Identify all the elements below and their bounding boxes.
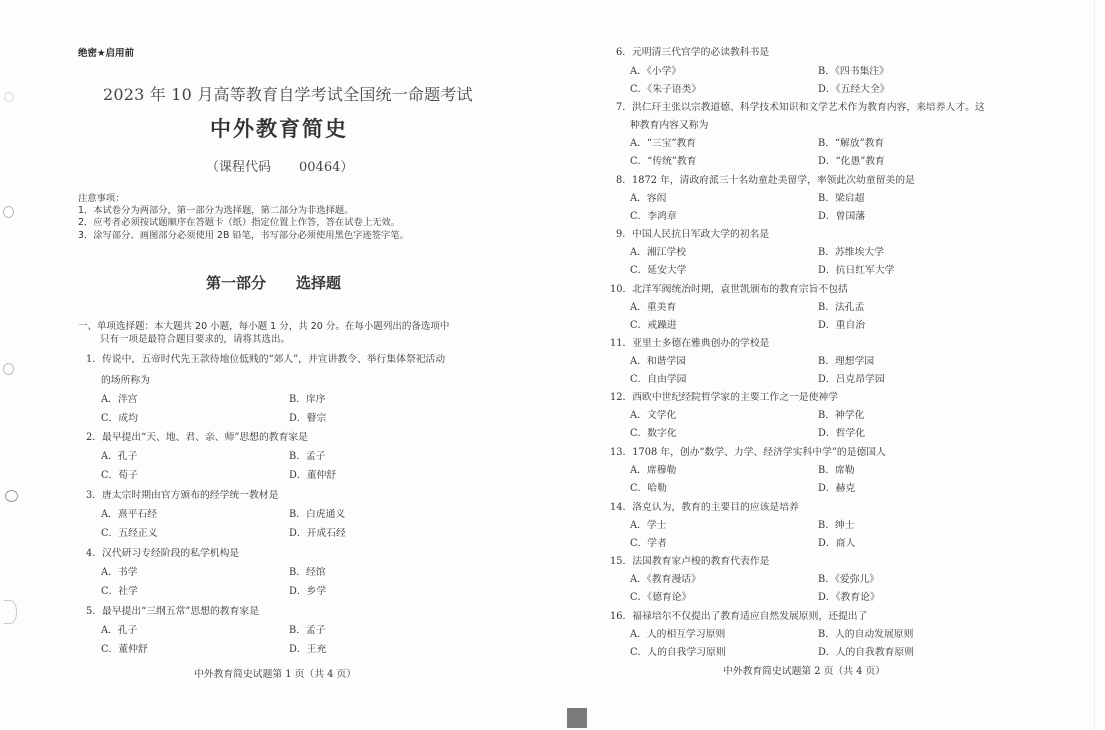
option-d: D．瞽宗 <box>289 413 327 424</box>
question-stem: 15．法国教育家卢梭的教育代表作是 <box>610 556 770 567</box>
question-stem: 12．西欧中世纪经院哲学家的主要工作之一是使神学 <box>610 392 838 403</box>
option-d: D．商人 <box>818 538 856 549</box>
option-a: A．席穆勒 <box>630 465 677 476</box>
question-stem: 10．北洋军阀统治时期，袁世凯颁布的教育宗旨不包括 <box>610 284 848 295</box>
section-heading <box>78 320 449 346</box>
option-c: C．哈勒 <box>630 483 667 494</box>
option-a: A．学士 <box>630 520 667 531</box>
course-code-label: （课程代码 <box>206 160 272 175</box>
question-stem: 7．洪仁玕主张以宗教道德、科学技术知识和文学艺术作为教育内容，来培养人才。这 <box>616 102 985 113</box>
option-a: A．容闳 <box>630 193 667 204</box>
option-d: D．《教育论》 <box>818 592 880 603</box>
option-c: C．人的自我学习原则 <box>630 647 726 658</box>
part-title <box>206 272 341 293</box>
option-d: D．开成石经 <box>289 528 346 539</box>
question-stem: 6．元明清三代官学的必读教科书是 <box>616 47 770 58</box>
page-footer: 中外教育简史试题第 1 页（共 4 页） <box>194 669 357 680</box>
binding-hole <box>3 363 14 375</box>
option-b: B．白虎通义 <box>289 509 346 520</box>
option-b: B．苏维埃大学 <box>818 247 884 258</box>
option-a: A．书学 <box>101 567 138 578</box>
option-d: D．抗日红军大学 <box>818 265 895 276</box>
question-stem: 5．最早提出“三纲五常”思想的教育家是 <box>86 606 259 617</box>
option-a: A．湘江学校 <box>630 247 687 258</box>
question-stem: 8．1872 年，清政府派三十名幼童赴美留学，率领此次幼童留美的是 <box>616 175 915 186</box>
option-d: D．人的自我教育原则 <box>818 647 915 658</box>
option-c: C．数字化 <box>630 428 677 439</box>
option-b: B．理想学园 <box>818 356 875 367</box>
option-c: C．戒躁进 <box>630 320 677 331</box>
page-footer: 中外教育简史试题第 2 页（共 4 页） <box>723 666 886 677</box>
binding-hole <box>3 206 14 218</box>
question-stem: 2．最早提出“天、地、君、亲、师”思想的教育家是 <box>86 432 308 443</box>
option-c: C．学者 <box>630 538 667 549</box>
option-d: D．王充 <box>289 644 327 655</box>
question-stem: 1．传说中，五帝时代先王款待地位低贱的“郊人”，并宣讲教令、举行集体祭祀活动 <box>86 354 446 365</box>
option-a: A．和谐学园 <box>630 356 687 367</box>
course-code <box>206 156 353 175</box>
question-stem: 11．亚里士多德在雅典创办的学校是 <box>610 338 770 349</box>
option-c: C．成均 <box>101 413 138 424</box>
option-c: C．五经正义 <box>101 528 158 539</box>
section-heading-line2: 只有一项是最符合题目要求的，请将其选出。 <box>100 334 291 345</box>
option-b: B．经馆 <box>289 567 326 578</box>
option-a: A．泮宫 <box>101 394 138 405</box>
notice-item: 2．应考者必须按试题顺序在答题卡（纸）指定位置上作答，答在试卷上无效。 <box>78 217 401 229</box>
question-stem-cont: 的场所称为 <box>101 375 150 386</box>
option-a: A．“三宝”教育 <box>630 138 697 149</box>
option-d: D．《五经大全》 <box>818 84 890 95</box>
option-b: B．人的自动发展原则 <box>818 629 914 640</box>
option-b: B．“解放”教育 <box>818 138 885 149</box>
option-b: B．孟子 <box>289 451 326 462</box>
exam-title: 2023 年 10 月高等教育自学考试全国统一命题考试 <box>103 85 473 104</box>
option-b: B．孟子 <box>289 625 326 636</box>
option-b: B．《爱弥儿》 <box>818 574 880 585</box>
option-c: C．李鸿章 <box>630 211 677 222</box>
option-c: C．“传统”教育 <box>630 156 697 167</box>
notice-item: 3．涂写部分、画图部分必须使用 2B 铅笔，书写部分必须使用黑色字迹签字笔。 <box>78 229 409 241</box>
section-heading-line1: 一、单项选择题：本大题共 20 小题，每小题 1 分，共 20 分。在每小题列出的备选项中 <box>78 321 450 332</box>
question-stem: 16．福禄培尔不仅提出了教育适应自然发展原则，还提出了 <box>610 611 868 622</box>
option-d: D．重自治 <box>818 320 866 331</box>
part-title-number: 第一部分 <box>206 274 267 292</box>
binding-hole <box>4 92 14 102</box>
option-b: B．席勒 <box>818 465 855 476</box>
option-c: C．董仲舒 <box>101 644 148 655</box>
notice-item: 1．本试卷分为两部分，第一部分为选择题，第二部分为非选择题。 <box>78 205 354 217</box>
option-a: A．文学化 <box>630 410 677 421</box>
question-stem: 14．洛克认为，教育的主要目的应该是培养 <box>610 502 799 513</box>
course-code-number: 00464） <box>299 160 354 175</box>
option-c: C．自由学园 <box>630 374 687 385</box>
option-b: B．庠序 <box>289 394 326 405</box>
option-c: C．社学 <box>101 586 138 597</box>
option-c: C．《朱子语类》 <box>630 84 702 95</box>
option-c: C．《德育论》 <box>630 592 692 603</box>
option-d: D．董仲舒 <box>289 470 337 481</box>
notice-block <box>78 193 409 242</box>
option-b: B．法孔孟 <box>818 302 865 313</box>
scan-edge-line <box>1094 0 1095 730</box>
binding-hole <box>5 490 18 502</box>
option-d: D．曾国藩 <box>818 211 866 222</box>
part-title-name: 选择题 <box>296 274 342 292</box>
option-b: B．绅士 <box>818 520 855 531</box>
option-a: A．熹平石经 <box>101 509 158 520</box>
option-a: A．《教育漫话》 <box>630 574 701 585</box>
option-d: D．哲学化 <box>818 428 866 439</box>
option-d: D．“化愚”教育 <box>818 156 885 167</box>
subject-title: 中外教育简史 <box>210 117 348 141</box>
notice-title: 注意事项： <box>78 193 125 204</box>
question-stem: 3．唐太宗时期由官方颁布的经学统一教材是 <box>86 490 279 501</box>
option-b: B．梁启超 <box>818 193 865 204</box>
option-d: D．赫克 <box>818 483 856 494</box>
scan-marker-square <box>567 708 587 728</box>
option-a: A．孔子 <box>101 625 138 636</box>
option-b: B．神学化 <box>818 410 865 421</box>
option-a: A．人的相互学习原则 <box>630 629 726 640</box>
binding-hole <box>4 600 17 624</box>
option-c: C．荀子 <box>101 470 138 481</box>
option-c: C．延安大学 <box>630 265 687 276</box>
question-stem: 4．汉代研习专经阶段的私学机构是 <box>86 548 240 559</box>
option-d: D．吕克昂学园 <box>818 374 885 385</box>
confidential-label: 绝密★启用前 <box>78 48 135 59</box>
option-b: B．《四书集注》 <box>818 66 889 77</box>
question-stem: 13．1708 年，创办“数学、力学、经济学实科中学”的是德国人 <box>610 447 886 458</box>
option-d: D．乡学 <box>289 586 327 597</box>
option-a: A．《小学》 <box>630 66 682 77</box>
option-a: A．重美育 <box>630 302 677 313</box>
question-stem: 9．中国人民抗日军政大学的初名是 <box>616 229 770 240</box>
option-a: A．孔子 <box>101 451 138 462</box>
question-stem-cont: 种教育内容又称为 <box>630 120 709 131</box>
